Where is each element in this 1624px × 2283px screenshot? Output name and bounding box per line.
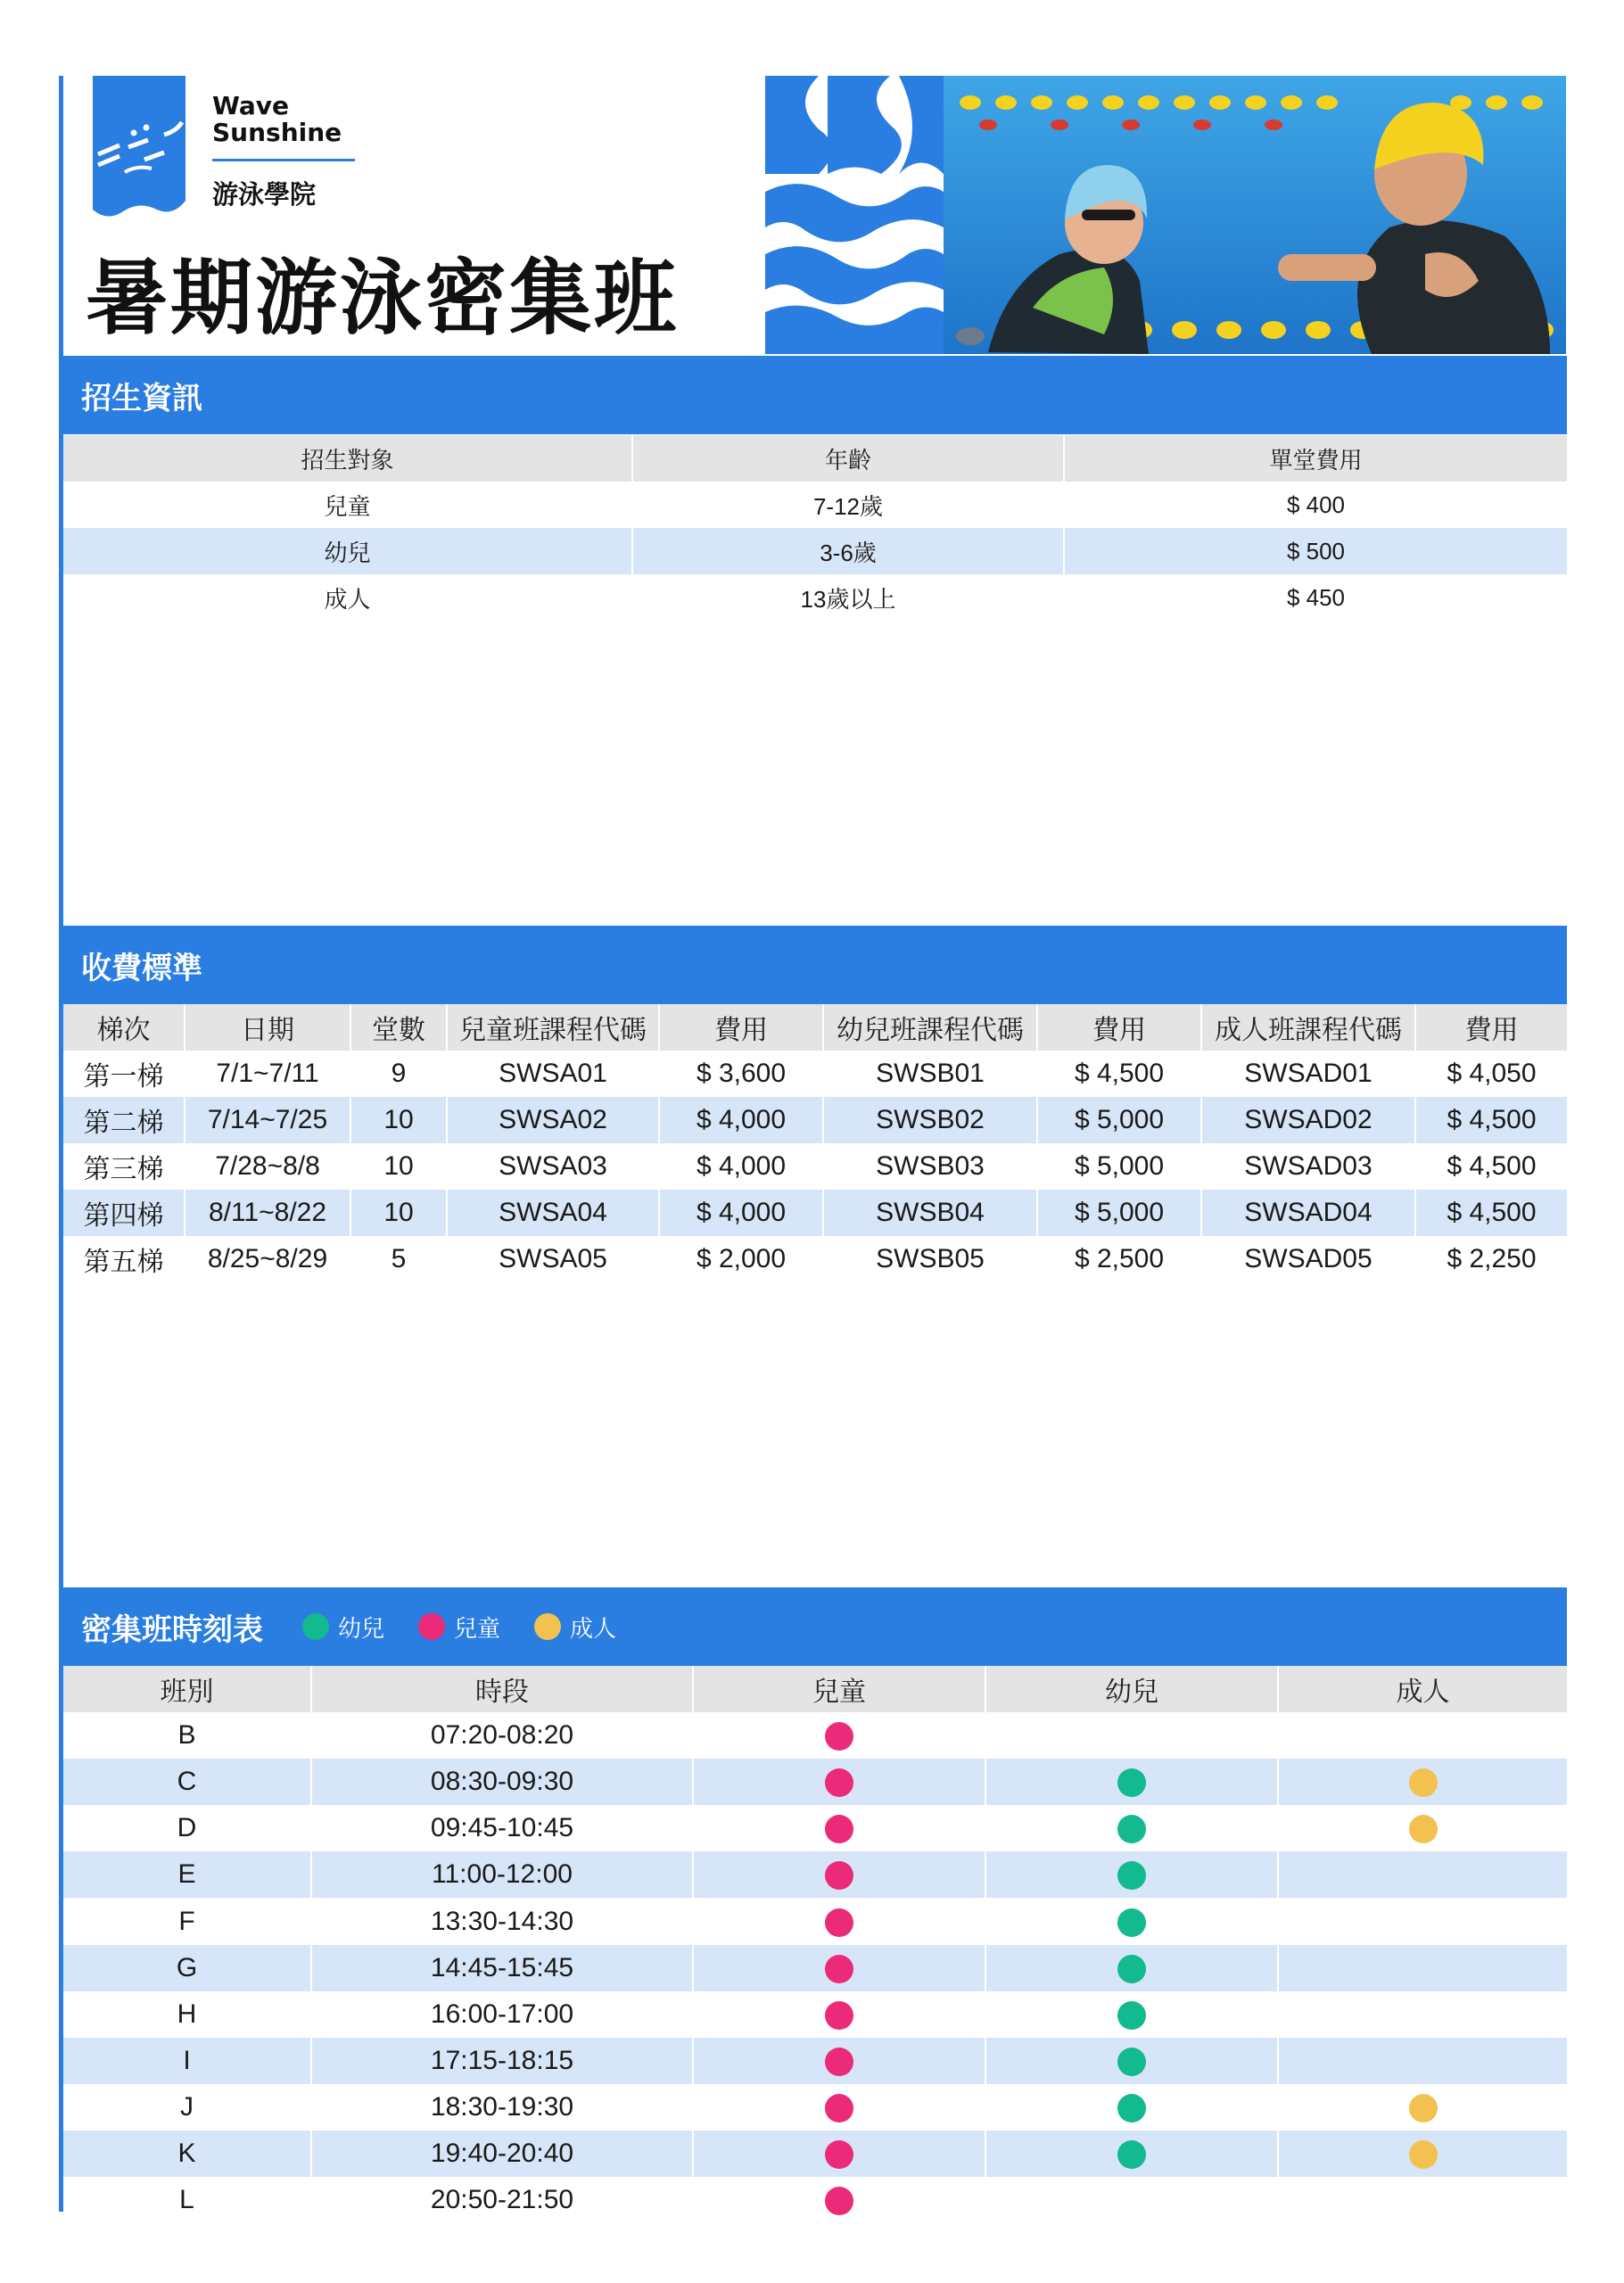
- class-cell: B: [63, 1712, 311, 1759]
- table-cell: 7/1~7/11: [185, 1051, 350, 1097]
- child-dot-icon: [825, 1722, 853, 1751]
- schedule-col-time: 時段: [311, 1666, 693, 1712]
- toddler-availability-cell: [985, 2038, 1278, 2084]
- child-dot-icon: [825, 1908, 853, 1937]
- enrollment-col-fee: 單堂費用: [1064, 435, 1567, 482]
- toddler-availability-cell: [985, 2177, 1278, 2223]
- fees-column-header: 兒童班課程代碼: [447, 1004, 659, 1051]
- table-cell: 8/11~8/22: [185, 1190, 350, 1236]
- fees-column-header: 堂數: [350, 1004, 447, 1051]
- table-row: [63, 574, 1567, 621]
- table-cell: 5: [350, 1236, 447, 1282]
- wave-logo-icon: [93, 76, 185, 227]
- time-cell: 16:00-17:00: [311, 1991, 693, 2038]
- class-cell: H: [63, 1991, 311, 2038]
- table-row: [63, 528, 1567, 574]
- time-cell: 20:50-21:50: [311, 2177, 693, 2223]
- table-cell: 第三梯: [63, 1143, 185, 1190]
- toddler-dot-icon: [1117, 2140, 1146, 2169]
- child-dot-icon: [825, 1861, 853, 1890]
- child-availability-cell: [693, 1851, 985, 1898]
- table-row: [63, 1236, 1567, 1282]
- legend-toddler-label: 幼兒: [338, 1615, 385, 1643]
- table-cell: 第四梯: [63, 1190, 185, 1236]
- table-cell: 10: [350, 1143, 447, 1190]
- adult-dot-icon: [1409, 1815, 1438, 1843]
- table-cell: SWSAD03: [1201, 1143, 1415, 1190]
- toddler-availability-cell: [985, 2084, 1278, 2131]
- fees-column-header: 費用: [1037, 1004, 1201, 1051]
- child-availability-cell: [693, 2038, 985, 2084]
- table-cell: $ 4,050: [1447, 1059, 1537, 1088]
- schedule-col-adult: 成人: [1278, 1666, 1567, 1712]
- fees-column-header: 成人班課程代碼: [1201, 1004, 1415, 1051]
- time-cell: 17:15-18:15: [311, 2038, 693, 2084]
- table-cell: SWSA04: [447, 1190, 659, 1236]
- fees-column-header: 日期: [185, 1004, 350, 1051]
- fees-column-header: 費用: [1415, 1004, 1567, 1051]
- table-cell: SWSB02: [823, 1097, 1037, 1143]
- time-cell: 13:30-14:30: [311, 1898, 693, 1944]
- child-availability-cell: [693, 1712, 985, 1759]
- fees-heading: 收費標準: [81, 950, 202, 986]
- class-cell: F: [63, 1898, 311, 1944]
- toddler-dot-icon: [1117, 2048, 1146, 2076]
- brand-name: [212, 93, 364, 146]
- table-cell: $ 5,000: [1037, 1190, 1201, 1236]
- fees-header-row: [63, 1004, 1567, 1051]
- toddler-availability-cell: [985, 1759, 1278, 1805]
- adult-dot-icon: [1409, 1768, 1438, 1797]
- table-row: [63, 1190, 1567, 1236]
- toddler-availability-cell: [985, 1805, 1278, 1851]
- toddler-dot-icon: [1117, 1861, 1146, 1890]
- child-availability-cell: [693, 1805, 985, 1851]
- table-row: [63, 1051, 1567, 1097]
- table-row: [63, 1712, 1567, 1759]
- schedule-legend: [302, 1611, 650, 1644]
- adult-availability-cell: [1278, 2177, 1567, 2223]
- brand-name-line2: Sunshine: [212, 118, 342, 147]
- table-cell: SWSA02: [447, 1097, 659, 1143]
- table-cell: SWSB05: [823, 1236, 1037, 1282]
- child-dot-icon: [825, 2140, 853, 2169]
- toddler-availability-cell: [985, 1991, 1278, 2038]
- table-row: [63, 1759, 1567, 1805]
- table-row: [63, 1851, 1567, 1898]
- table-cell: $ 5,000: [1037, 1143, 1201, 1190]
- table-cell: 第五梯: [63, 1236, 185, 1282]
- legend-adult-label: 成人: [570, 1615, 617, 1643]
- table-cell: 3-6歲: [632, 528, 1064, 574]
- enrollment-header-row: [63, 435, 1567, 482]
- child-availability-cell: [693, 1945, 985, 1991]
- table-cell: $ 450: [1286, 583, 1346, 611]
- table-cell: $ 400: [1286, 490, 1346, 518]
- toddler-dot-icon: [1117, 1815, 1146, 1843]
- table-row: [63, 2177, 1567, 2223]
- table-cell: SWSB03: [823, 1143, 1037, 1190]
- table-cell: $ 2,500: [1037, 1236, 1201, 1282]
- adult-availability-cell: [1278, 1898, 1567, 1944]
- table-cell: 8/25~8/29: [185, 1236, 350, 1282]
- schedule-col-class: 班別: [63, 1666, 311, 1712]
- table-row: [63, 1097, 1567, 1143]
- table-cell: 7-12歲: [632, 482, 1064, 528]
- class-cell: G: [63, 1945, 311, 1991]
- table-cell: 第一梯: [63, 1051, 185, 1097]
- table-cell: $ 2,250: [1447, 1244, 1537, 1273]
- adult-availability-cell: [1278, 2038, 1567, 2084]
- toddler-availability-cell: [985, 2131, 1278, 2177]
- time-cell: 18:30-19:30: [311, 2084, 693, 2131]
- schedule-heading: 密集班時刻表: [81, 1611, 263, 1648]
- adult-availability-cell: [1278, 1991, 1567, 2038]
- table-cell: 成人: [63, 574, 632, 621]
- schedule-header-row: [63, 1666, 1567, 1712]
- table-cell: SWSAD02: [1201, 1097, 1415, 1143]
- fees-table: [63, 1004, 1567, 1282]
- adult-availability-cell: [1278, 1759, 1567, 1805]
- fees-section-header: [63, 926, 1567, 1004]
- class-cell: C: [63, 1759, 311, 1805]
- table-row: [63, 1898, 1567, 1944]
- toddler-dot-icon: [1117, 1955, 1146, 1983]
- brand-divider: [212, 159, 355, 161]
- fees-column-header: 幼兒班課程代碼: [823, 1004, 1037, 1051]
- table-cell: 兒童: [63, 482, 632, 528]
- table-row: [63, 2084, 1567, 2131]
- table-cell: 7/28~8/8: [185, 1143, 350, 1190]
- table-cell: 第二梯: [63, 1097, 185, 1143]
- table-cell: $ 5,000: [1037, 1097, 1201, 1143]
- schedule-col-toddler: 幼兒: [985, 1666, 1278, 1712]
- table-cell: $ 4,000: [659, 1190, 823, 1236]
- adult-availability-cell: [1278, 1805, 1567, 1851]
- table-cell: $ 4,500: [1037, 1051, 1201, 1097]
- adult-availability-cell: [1278, 2084, 1567, 2131]
- table-cell: $ 4,500: [1415, 1190, 1567, 1236]
- schedule-table: [63, 1666, 1567, 2223]
- enrollment-table: [63, 435, 1567, 621]
- table-cell: SWSA05: [447, 1236, 659, 1282]
- adult-dot-icon: [534, 1613, 561, 1640]
- child-availability-cell: [693, 1991, 985, 2038]
- child-dot-icon: [825, 1955, 853, 1983]
- child-availability-cell: [693, 1898, 985, 1944]
- table-row: [63, 1945, 1567, 1991]
- child-availability-cell: [693, 1759, 985, 1805]
- toddler-availability-cell: [985, 1898, 1278, 1944]
- legend-item-child: [418, 1611, 500, 1644]
- class-cell: K: [63, 2131, 311, 2177]
- child-availability-cell: [693, 2177, 985, 2223]
- toddler-dot-icon: [1117, 1908, 1146, 1937]
- time-cell: 14:45-15:45: [311, 1945, 693, 1991]
- time-cell: 11:00-12:00: [311, 1851, 693, 1898]
- enrollment-col-age: 年齡: [632, 435, 1064, 482]
- table-cell: $ 4,000: [659, 1143, 823, 1190]
- adult-availability-cell: [1278, 1712, 1567, 1759]
- time-cell: 07:20-08:20: [311, 1712, 693, 1759]
- child-dot-icon: [825, 1815, 853, 1843]
- toddler-availability-cell: [985, 1712, 1278, 1759]
- table-cell: SWSAD04: [1201, 1190, 1415, 1236]
- enrollment-section-header: [63, 356, 1567, 434]
- table-cell: $ 2,000: [659, 1236, 823, 1282]
- brand-name-cn: 游泳學院: [212, 179, 317, 210]
- time-cell: 08:30-09:30: [311, 1759, 693, 1805]
- class-cell: D: [63, 1805, 311, 1851]
- brand-name-line1: Wave: [212, 91, 290, 120]
- adult-availability-cell: [1278, 1851, 1567, 1898]
- table-row: [63, 1805, 1567, 1851]
- adult-availability-cell: [1278, 2131, 1567, 2177]
- toddler-availability-cell: [985, 1945, 1278, 1991]
- child-dot-icon: [825, 2187, 853, 2215]
- adult-availability-cell: [1278, 1945, 1567, 1991]
- legend-child-label: 兒童: [454, 1615, 501, 1643]
- toddler-availability-cell: [985, 1851, 1278, 1898]
- hero-photo-image: [765, 76, 1566, 354]
- fees-column-header: 梯次: [63, 1004, 185, 1051]
- schedule-section-header: [63, 1587, 1567, 1666]
- child-availability-cell: [693, 2131, 985, 2177]
- class-cell: E: [63, 1851, 311, 1898]
- table-cell: SWSAD01: [1201, 1051, 1415, 1097]
- child-dot-icon: [825, 2001, 853, 2030]
- table-cell: $ 4,000: [659, 1097, 823, 1143]
- enrollment-col-target: 招生對象: [63, 435, 632, 482]
- table-cell: SWSB04: [823, 1190, 1037, 1236]
- child-dot-icon: [825, 2048, 853, 2076]
- table-cell: $ 500: [1064, 528, 1567, 574]
- table-cell: SWSA03: [447, 1143, 659, 1190]
- table-row: [63, 482, 1567, 528]
- adult-dot-icon: [1409, 2094, 1438, 2122]
- class-cell: L: [63, 2177, 311, 2223]
- table-cell: 13歲以上: [632, 574, 1064, 621]
- table-cell: $ 4,500: [1447, 1151, 1537, 1181]
- adult-dot-icon: [1409, 2140, 1438, 2169]
- table-cell: 7/14~7/25: [185, 1097, 350, 1143]
- table-row: [63, 2131, 1567, 2177]
- table-cell: SWSB01: [823, 1051, 1037, 1097]
- table-cell: 9: [350, 1051, 447, 1097]
- toddler-dot-icon: [302, 1613, 329, 1640]
- time-cell: 09:45-10:45: [311, 1805, 693, 1851]
- table-row: [63, 2038, 1567, 2084]
- time-cell: 19:40-20:40: [311, 2131, 693, 2177]
- toddler-dot-icon: [1117, 2094, 1146, 2122]
- table-cell: 10: [350, 1097, 447, 1143]
- table-cell: 10: [350, 1190, 447, 1236]
- table-cell: $ 4,500: [1415, 1097, 1567, 1143]
- class-cell: J: [63, 2084, 311, 2131]
- child-dot-icon: [418, 1613, 445, 1640]
- legend-item-adult: [534, 1611, 616, 1644]
- page-title: 暑期游泳密集班: [86, 251, 680, 346]
- table-cell: 幼兒: [63, 528, 632, 574]
- child-dot-icon: [825, 1768, 853, 1797]
- fees-column-header: 費用: [659, 1004, 823, 1051]
- table-cell: $ 3,600: [659, 1051, 823, 1097]
- toddler-dot-icon: [1117, 1768, 1146, 1797]
- enrollment-heading: 招生資訊: [81, 380, 202, 416]
- table-row: [63, 1143, 1567, 1190]
- child-availability-cell: [693, 2084, 985, 2131]
- table-cell: SWSAD05: [1201, 1236, 1415, 1282]
- legend-item-toddler: [302, 1611, 384, 1644]
- toddler-dot-icon: [1117, 2001, 1146, 2030]
- table-cell: SWSA01: [447, 1051, 659, 1097]
- schedule-col-child: 兒童: [693, 1666, 985, 1712]
- table-row: [63, 1991, 1567, 2038]
- child-dot-icon: [825, 2094, 853, 2122]
- class-cell: I: [63, 2038, 311, 2084]
